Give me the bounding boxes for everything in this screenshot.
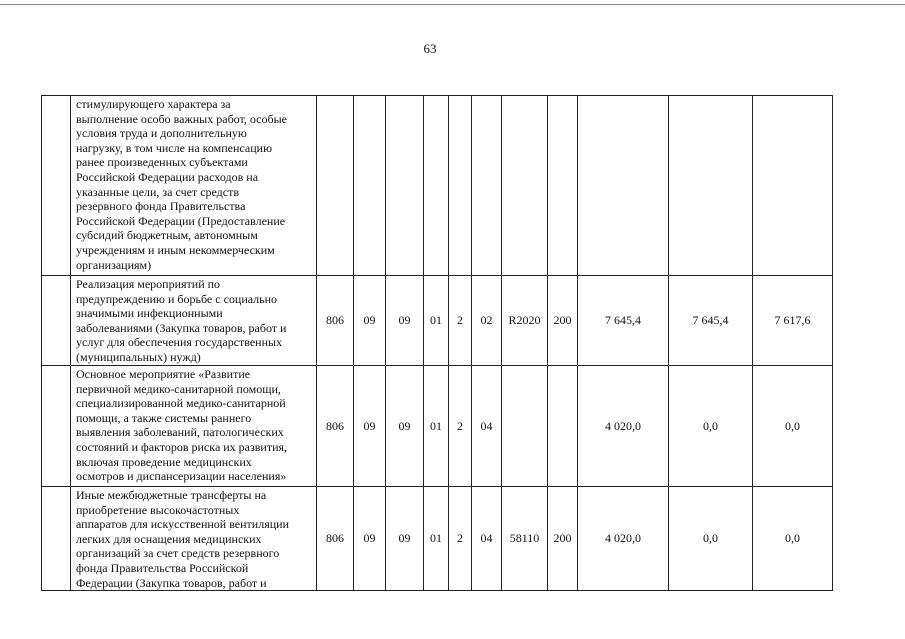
program-code-cell <box>424 96 449 276</box>
page-top-rule <box>0 4 905 5</box>
direction-code-cell: 58110 <box>502 487 548 591</box>
amount-2-cell: 7 645,4 <box>669 276 753 366</box>
main-event-code-cell: 02 <box>472 276 502 366</box>
amount-3-cell: 0,0 <box>753 487 833 591</box>
amount-2-cell: 0,0 <box>669 487 753 591</box>
expense-type-cell <box>548 366 578 487</box>
row-index-cell <box>42 366 71 487</box>
table-row <box>42 487 833 591</box>
amount-3-cell: 7 617,6 <box>753 276 833 366</box>
table-row <box>42 276 833 366</box>
direction-code-cell: R2020 <box>502 276 548 366</box>
subprogram-code-cell: 2 <box>449 276 472 366</box>
section-code-cell: 09 <box>354 366 386 487</box>
main-event-code-cell <box>472 96 502 276</box>
row-description: Реализация мероприятий по предупреждению и борьбе с социально значимыми инфекционными заболеваниями (Закупка товаров, работ и услуг для обеспечения государственных (муниципальных) нужд) <box>71 276 317 366</box>
amount-2-cell: 0,0 <box>669 366 753 487</box>
subprogram-code-cell <box>449 96 472 276</box>
section-code-cell: 09 <box>354 487 386 591</box>
program-code-cell: 01 <box>424 276 449 366</box>
main-event-code-cell: 04 <box>472 487 502 591</box>
row-description: Иные межбюджетные трансферты на приобретение высокочастотных аппаратов для искусственной вентиляции легких для оснащения медицинских организаций за счет средств резервного фонда Правительства Российской Федерации (Закупка товаров, работ и <box>71 487 317 591</box>
budget-table <box>41 95 833 591</box>
subsection-code-cell: 09 <box>386 276 424 366</box>
expense-type-cell <box>548 96 578 276</box>
ministry-code-cell: 806 <box>317 487 354 591</box>
row-description: стимулирующего характера за выполнение особо важных работ, особые условия труда и дополнительную нагрузку, в том числе на компенсацию ранее произведенных субъектами Российской Федерации расходов на указанные цели, за счет средств резервного фонда Правительства Российской Федерации (Предоставление субсидий бюджетным, автономным учреждениям и иным некоммерческим организациям) <box>71 96 317 276</box>
ministry-code-cell: 806 <box>317 366 354 487</box>
row-index-cell <box>42 276 71 366</box>
direction-code-cell <box>502 366 548 487</box>
expense-type-cell: 200 <box>548 276 578 366</box>
table-row <box>42 96 833 276</box>
table-row <box>42 366 833 487</box>
section-code-cell <box>354 96 386 276</box>
subsection-code-cell <box>386 96 424 276</box>
subprogram-code-cell: 2 <box>449 366 472 487</box>
amount-1-cell: 4 020,0 <box>578 487 669 591</box>
amount-1-cell: 7 645,4 <box>578 276 669 366</box>
subsection-code-cell: 09 <box>386 487 424 591</box>
amount-2-cell <box>669 96 753 276</box>
program-code-cell: 01 <box>424 366 449 487</box>
amount-3-cell: 0,0 <box>753 366 833 487</box>
program-code-cell: 01 <box>424 487 449 591</box>
section-code-cell: 09 <box>354 276 386 366</box>
ministry-code-cell <box>317 96 354 276</box>
subsection-code-cell: 09 <box>386 366 424 487</box>
expense-type-cell: 200 <box>548 487 578 591</box>
direction-code-cell <box>502 96 548 276</box>
row-index-cell <box>42 487 71 591</box>
amount-1-cell: 4 020,0 <box>578 366 669 487</box>
ministry-code-cell: 806 <box>317 276 354 366</box>
amount-1-cell <box>578 96 669 276</box>
main-event-code-cell: 04 <box>472 366 502 487</box>
amount-3-cell <box>753 96 833 276</box>
subprogram-code-cell: 2 <box>449 487 472 591</box>
row-description: Основное мероприятие «Развитие первичной медико-санитарной помощи, специализированной медико-санитарной помощи, а также системы раннего выявления заболеваний, патологических состояний и факторов риска их развития, включая проведение медицинских осмотров и диспансеризации населения» <box>71 366 317 487</box>
row-index-cell <box>42 96 71 276</box>
page-number: 63 <box>423 41 437 56</box>
